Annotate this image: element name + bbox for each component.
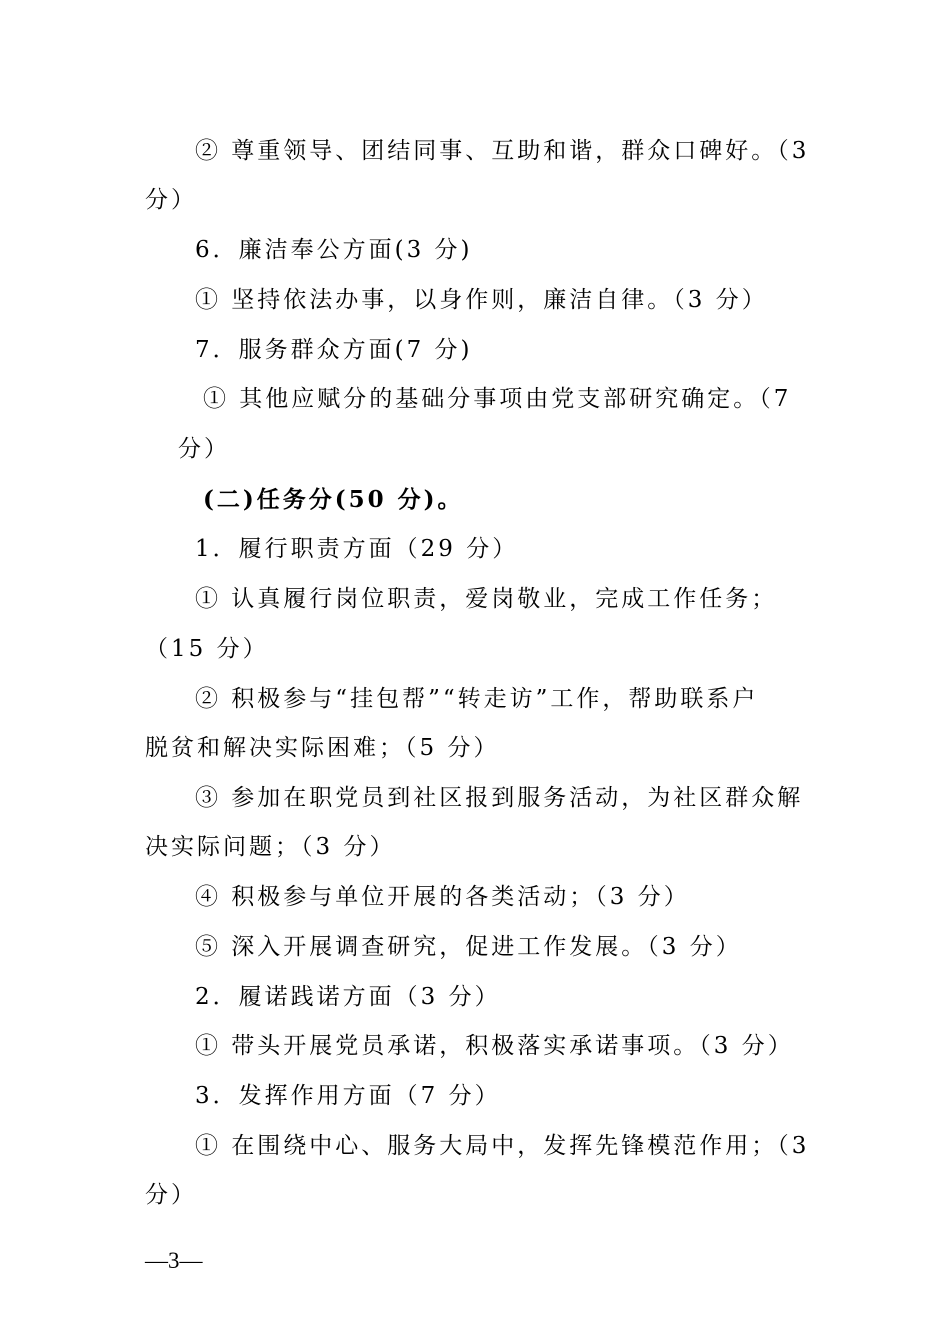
section-heading: (二)任务分(50 分)。 (203, 486, 464, 513)
text-line: ① 认真履行岗位职责，爱岗敬业，完成工作任务； (195, 586, 778, 612)
text-line: 分） (145, 1182, 197, 1208)
section-heading: 3．发挥作用方面（7 分） (195, 1083, 501, 1109)
section-heading: 1．履行职责方面（29 分） (195, 536, 519, 562)
text-line: （15 分） (145, 636, 269, 662)
text-line: 分） (145, 187, 197, 213)
text-line: ① 坚持依法办事，以身作则，廉洁自律。（3 分） (195, 287, 768, 313)
text-line: ⑤ 深入开展调查研究，促进工作发展。（3 分） (195, 934, 742, 960)
text-line: ② 尊重领导、团结同事、互助和谐，群众口碑好。（3 (195, 138, 810, 164)
text-line: 脱贫和解决实际困难；（5 分） (145, 735, 500, 761)
text-line: 分） (178, 436, 230, 462)
text-line: 决实际问题；（3 分） (145, 834, 396, 860)
text-line: ① 其他应赋分的基础分事项由党支部研究确定。（7 (203, 386, 792, 412)
page-number: —3— (145, 1248, 203, 1273)
text-line: ④ 积极参与单位开展的各类活动；（3 分） (195, 884, 690, 910)
text-line: ② 积极参与“挂包帮”“转走访”工作，帮助联系户 (195, 686, 759, 712)
text-line: ① 带头开展党员承诺，积极落实承诺事项。（3 分） (195, 1033, 794, 1059)
section-heading: 2．履诺践诺方面（3 分） (195, 984, 501, 1010)
section-heading: 7．服务群众方面(7 分) (195, 337, 473, 363)
section-heading: 6．廉洁奉公方面(3 分) (195, 237, 473, 263)
text-line: ① 在围绕中心、服务大局中，发挥先锋模范作用；（3 (195, 1133, 810, 1159)
text-line: ③ 参加在职党员到社区报到服务活动，为社区群众解 (195, 785, 804, 811)
